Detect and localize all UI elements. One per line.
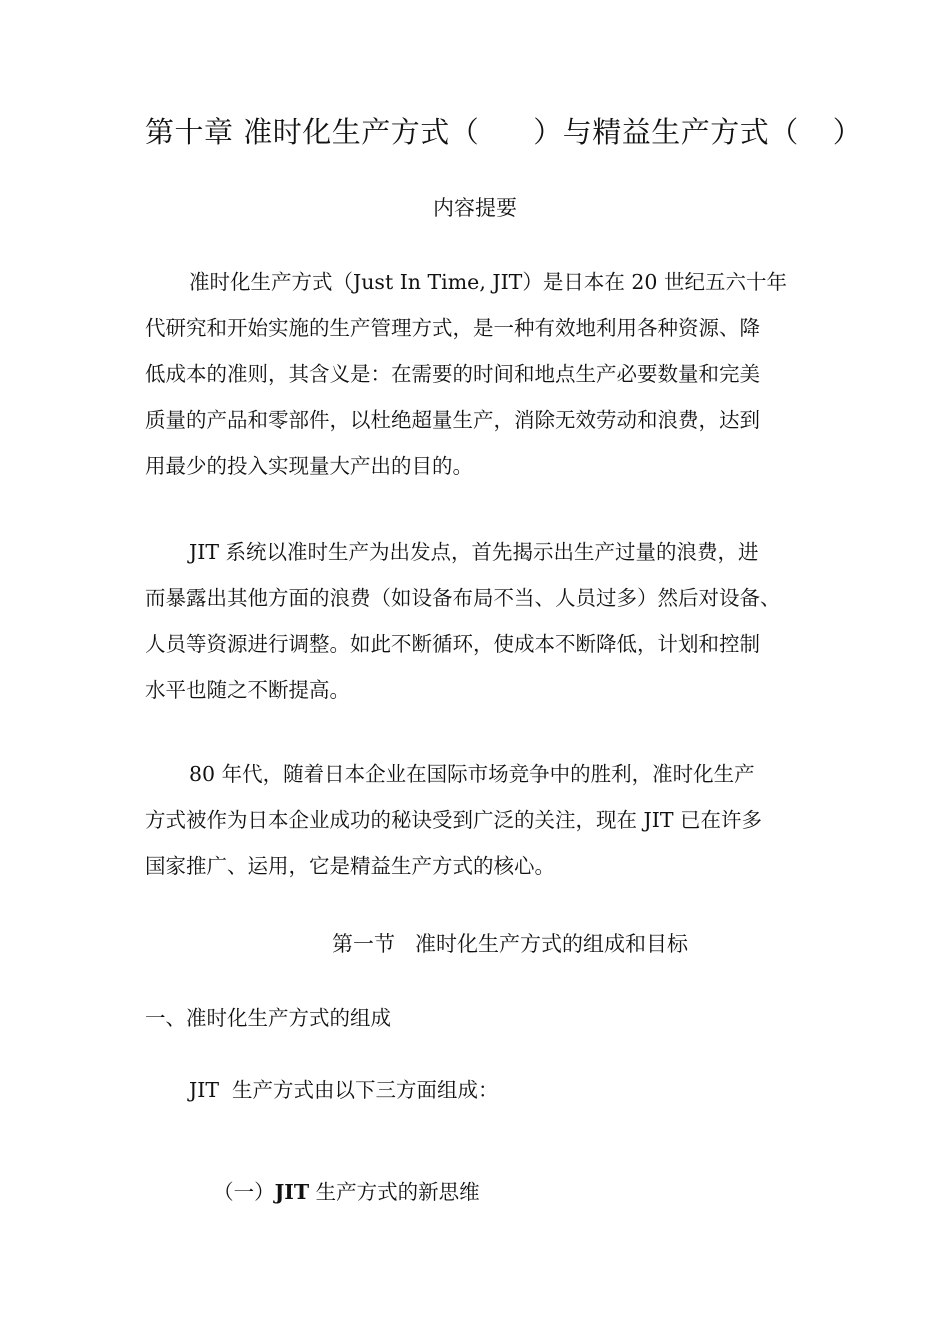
paragraph-line: 方式被作为日本企业成功的秘诀受到广泛的关注，现在 JIT 已在许多 bbox=[145, 808, 763, 832]
paragraph-line: 代研究和开始实施的生产管理方式，是一种有效地利用各种资源、降 bbox=[145, 316, 760, 340]
paragraph-2 bbox=[145, 529, 805, 713]
summary-heading: 内容提要 bbox=[433, 196, 517, 220]
paragraph-line: 人员等资源进行调整。如此不断循环，使成本不断降低，计划和控制 bbox=[145, 632, 760, 656]
paragraph-line: 水平也随之不断提高。 bbox=[145, 678, 350, 702]
paragraph-3 bbox=[145, 751, 805, 889]
paragraph-line: JIT 系统以准时生产为出发点，首先揭示出生产过量的浪费，进 bbox=[189, 540, 759, 564]
intro-line: JIT 生产方式由以下三方面组成： bbox=[189, 1078, 499, 1102]
list-item-prefix: （一） bbox=[213, 1180, 275, 1204]
subsection-heading: 一、准时化生产方式的组成 bbox=[145, 1006, 391, 1030]
paragraph-line: 80 年代，随着日本企业在国际市场竞争中的胜利，准时化生产 bbox=[189, 762, 755, 786]
paragraph-line: 低成本的准则，其含义是：在需要的时间和地点生产必要数量和完美 bbox=[145, 362, 760, 386]
chapter-title-part2: ）与精益生产方式（ bbox=[533, 115, 799, 149]
paragraph-1 bbox=[145, 259, 805, 489]
paragraph-line: 而暴露出其他方面的浪费（如设备布局不当、人员过多）然后对设备、 bbox=[145, 586, 781, 610]
paragraph-line: 质量的产品和零部件，以杜绝超量生产，消除无效劳动和浪费，达到 bbox=[145, 408, 760, 432]
paragraph-line: 国家推广、运用，它是精益生产方式的核心。 bbox=[145, 854, 555, 878]
paragraph-line: 用最少的投入实现量大产出的目的。 bbox=[145, 454, 473, 478]
section-heading: 第一节 准时化生产方式的组成和目标 bbox=[331, 932, 689, 956]
chapter-title-part1: 第十章 准时化生产方式（ bbox=[145, 115, 480, 149]
chapter-title bbox=[145, 112, 863, 152]
list-item-text: 生产方式的新思维 bbox=[309, 1180, 480, 1204]
paragraph-line: 准时化生产方式（Just In Time, JIT）是日本在 20 世纪五六十年 bbox=[189, 270, 787, 294]
list-item-bold: JIT bbox=[274, 1180, 310, 1204]
chapter-title-part3: ） bbox=[832, 115, 863, 149]
list-item-1 bbox=[187, 1147, 480, 1237]
